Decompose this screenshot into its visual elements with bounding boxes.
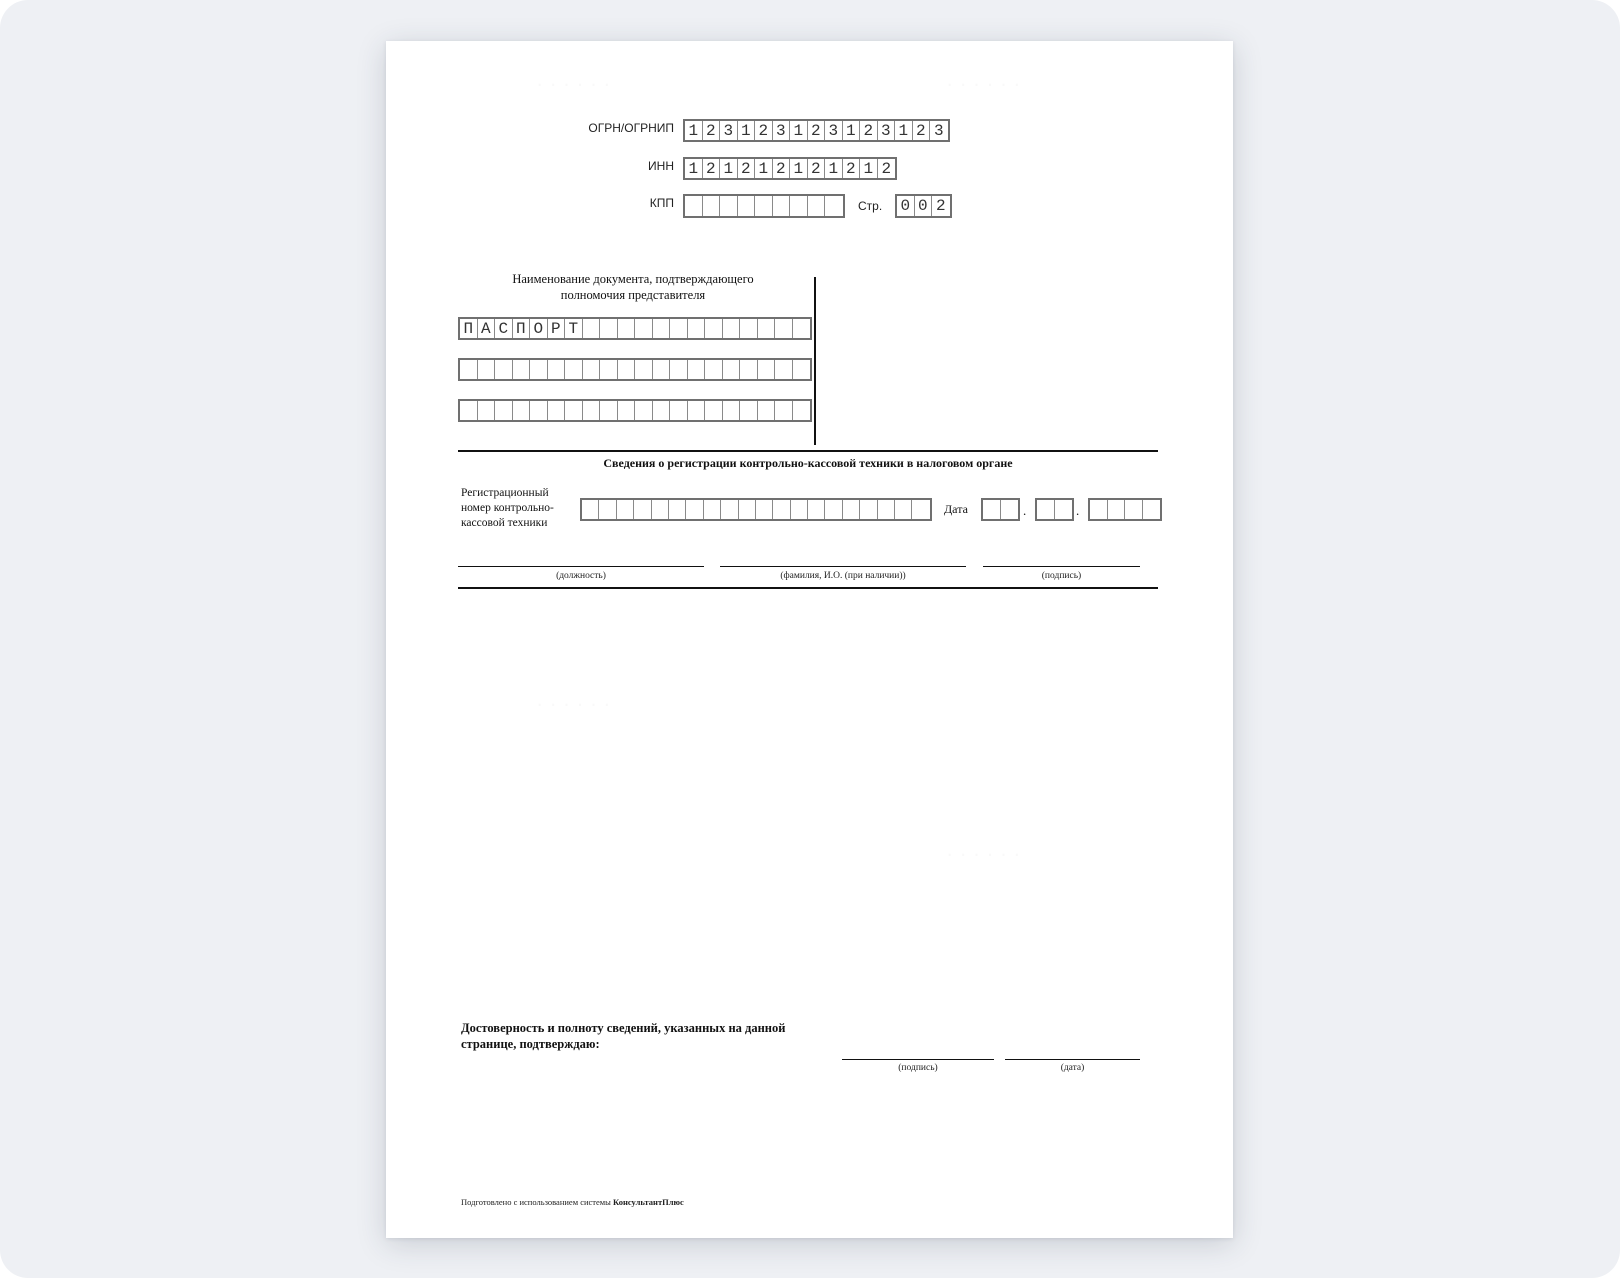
char-cell[interactable] xyxy=(723,401,741,420)
char-cell[interactable]: 1 xyxy=(755,159,773,178)
char-cell[interactable]: 1 xyxy=(790,159,808,178)
confirmation-text xyxy=(461,1021,785,1052)
char-cell[interactable] xyxy=(758,360,776,379)
char-cell[interactable] xyxy=(548,401,566,420)
char-cell[interactable] xyxy=(704,500,721,519)
char-cell[interactable] xyxy=(583,319,601,338)
char-cell[interactable] xyxy=(775,319,793,338)
char-cell[interactable] xyxy=(912,500,929,519)
char-cell[interactable]: Р xyxy=(548,319,566,338)
date-month-cells[interactable] xyxy=(1035,498,1074,521)
ogrn-label: ОГРН/ОГРНИП xyxy=(588,121,674,135)
char-cell[interactable] xyxy=(983,500,1001,519)
char-cell[interactable] xyxy=(793,401,811,420)
name-line[interactable] xyxy=(720,566,966,567)
char-cell[interactable]: 1 xyxy=(738,121,756,140)
representative-doc-line2[interactable] xyxy=(458,358,812,381)
char-cell[interactable] xyxy=(495,401,513,420)
watermark xyxy=(536,71,611,97)
char-cell[interactable] xyxy=(530,360,548,379)
char-cell[interactable]: 2 xyxy=(703,121,721,140)
char-cell[interactable]: 2 xyxy=(773,159,791,178)
char-cell[interactable] xyxy=(530,401,548,420)
char-cell[interactable] xyxy=(843,500,860,519)
char-cell[interactable] xyxy=(773,500,790,519)
confirm-caption-signature: (подпись) xyxy=(898,1063,938,1073)
char-cell[interactable]: Т xyxy=(565,319,583,338)
caption-name: (фамилия, И.О. (при наличии)) xyxy=(780,571,906,581)
char-cell[interactable]: 1 xyxy=(825,159,843,178)
char-cell[interactable] xyxy=(758,401,776,420)
inn-cells[interactable] xyxy=(683,157,897,180)
representative-doc-line1[interactable] xyxy=(458,317,812,340)
reg-label-line3: кассовой техники xyxy=(461,516,548,529)
char-cell[interactable] xyxy=(738,196,756,216)
representative-title-line1: Наименование документа, подтверждающего xyxy=(512,272,754,286)
char-cell[interactable] xyxy=(775,401,793,420)
char-cell[interactable]: 2 xyxy=(881,159,892,178)
date-separator: . xyxy=(1076,503,1080,518)
kpp-label: КПП xyxy=(649,196,674,210)
char-cell[interactable] xyxy=(1108,500,1126,519)
char-cell[interactable]: 2 xyxy=(935,197,946,215)
kkt-section-title: Сведения о регистрации контрольно-кассовой техники в налоговом органе xyxy=(603,456,1013,470)
char-cell[interactable] xyxy=(1125,500,1143,519)
char-cell[interactable] xyxy=(670,401,688,420)
confirm-line2: странице, подтверждаю: xyxy=(461,1036,600,1051)
char-cell[interactable] xyxy=(1143,500,1161,519)
char-cell[interactable]: 2 xyxy=(755,121,773,140)
watermark xyxy=(536,691,611,717)
reg-label-line2: номер контрольно- xyxy=(461,501,554,514)
date-day-cells[interactable] xyxy=(981,498,1020,521)
char-cell[interactable] xyxy=(860,500,877,519)
char-cell[interactable] xyxy=(653,319,671,338)
char-cell[interactable] xyxy=(653,401,671,420)
char-cell[interactable] xyxy=(721,500,738,519)
char-cell[interactable] xyxy=(758,319,776,338)
char-cell[interactable] xyxy=(618,360,636,379)
char-cell[interactable]: 1 xyxy=(843,121,861,140)
char-cell[interactable] xyxy=(1055,500,1073,519)
char-cell[interactable]: 1 xyxy=(790,121,808,140)
char-cell[interactable] xyxy=(740,319,758,338)
confirm-caption-date: (дата) xyxy=(1060,1063,1085,1073)
char-cell[interactable] xyxy=(652,500,669,519)
watermark xyxy=(946,71,1021,97)
representative-doc-line3[interactable] xyxy=(458,399,812,422)
char-cell[interactable] xyxy=(618,319,636,338)
representative-doc-title xyxy=(458,271,808,304)
char-cell[interactable]: 1 xyxy=(860,159,878,178)
caption-position: (должность) xyxy=(556,571,606,581)
representative-title-line2: полномочия представителя xyxy=(560,288,706,303)
section-bottom-rule xyxy=(458,587,1158,589)
date-year-cells[interactable] xyxy=(1088,498,1162,521)
char-cell[interactable] xyxy=(793,360,811,379)
char-cell[interactable] xyxy=(635,401,653,420)
char-cell[interactable] xyxy=(669,500,686,519)
char-cell[interactable]: 3 xyxy=(878,121,896,140)
confirm-date-line[interactable] xyxy=(1005,1059,1140,1060)
char-cell[interactable] xyxy=(720,196,738,216)
char-cell[interactable] xyxy=(1090,500,1108,519)
char-cell[interactable] xyxy=(705,319,723,338)
char-cell[interactable] xyxy=(825,196,843,216)
char-cell[interactable]: О xyxy=(530,319,548,338)
char-cell[interactable]: 1 xyxy=(685,159,703,178)
char-cell[interactable] xyxy=(460,360,478,379)
char-cell[interactable] xyxy=(513,401,531,420)
date-separator: . xyxy=(1023,503,1027,518)
char-cell[interactable] xyxy=(1037,500,1055,519)
reg-number-cells[interactable] xyxy=(580,498,932,521)
char-cell[interactable] xyxy=(756,500,773,519)
ogrn-cells[interactable] xyxy=(683,119,950,142)
char-cell[interactable]: 1 xyxy=(685,121,703,140)
date-label: Дата xyxy=(944,502,968,516)
char-cell[interactable] xyxy=(755,196,773,216)
char-cell[interactable]: 1 xyxy=(895,121,913,140)
char-cell[interactable] xyxy=(688,401,706,420)
char-cell[interactable] xyxy=(791,500,808,519)
char-cell[interactable] xyxy=(703,196,721,216)
char-cell[interactable] xyxy=(582,500,599,519)
char-cell[interactable]: П xyxy=(460,319,478,338)
char-cell[interactable] xyxy=(599,500,616,519)
char-cell[interactable] xyxy=(670,360,688,379)
char-cell[interactable] xyxy=(808,196,826,216)
char-cell[interactable] xyxy=(460,401,478,420)
kpp-cells[interactable] xyxy=(683,194,845,218)
char-cell[interactable] xyxy=(740,360,758,379)
confirm-line1: Достоверность и полноту сведений, указанных на данной xyxy=(461,1021,786,1035)
char-cell[interactable] xyxy=(790,196,808,216)
char-cell[interactable] xyxy=(878,500,895,519)
char-cell[interactable] xyxy=(775,360,793,379)
document-page xyxy=(386,41,1233,1238)
page-number-cells[interactable] xyxy=(895,194,952,218)
char-cell[interactable] xyxy=(825,500,842,519)
char-cell[interactable] xyxy=(478,360,496,379)
signature-line[interactable] xyxy=(983,566,1140,567)
char-cell[interactable] xyxy=(635,360,653,379)
char-cell[interactable] xyxy=(634,500,651,519)
char-cell[interactable] xyxy=(723,360,741,379)
char-cell[interactable]: 1 xyxy=(720,159,738,178)
char-cell[interactable]: А xyxy=(478,319,496,338)
char-cell[interactable] xyxy=(705,360,723,379)
confirm-signature-line[interactable] xyxy=(842,1059,994,1060)
char-cell[interactable] xyxy=(793,319,811,338)
char-cell[interactable] xyxy=(478,401,496,420)
char-cell[interactable] xyxy=(600,360,618,379)
section-top-rule xyxy=(458,450,1158,452)
page-label: Стр. xyxy=(858,199,883,213)
position-line[interactable] xyxy=(458,566,704,567)
reg-label-line1: Регистрационный xyxy=(461,487,549,499)
reg-number-label xyxy=(461,486,554,531)
char-cell[interactable] xyxy=(685,196,703,216)
char-cell[interactable]: 3 xyxy=(825,121,843,140)
char-cell[interactable] xyxy=(1001,500,1019,519)
char-cell[interactable] xyxy=(565,401,583,420)
vertical-divider xyxy=(814,277,816,445)
char-cell[interactable]: 2 xyxy=(860,121,878,140)
char-cell[interactable] xyxy=(688,360,706,379)
caption-signature: (подпись) xyxy=(1041,571,1082,581)
char-cell[interactable]: 2 xyxy=(808,159,826,178)
char-cell[interactable] xyxy=(600,319,618,338)
char-cell[interactable] xyxy=(723,319,741,338)
char-cell[interactable] xyxy=(773,196,791,216)
char-cell[interactable] xyxy=(513,360,531,379)
char-cell[interactable]: 3 xyxy=(933,121,944,140)
char-cell[interactable] xyxy=(808,500,825,519)
char-cell[interactable] xyxy=(548,360,566,379)
footer-prefix: Подготовлено с использованием системы xyxy=(461,1197,613,1207)
char-cell[interactable] xyxy=(635,319,653,338)
char-cell[interactable] xyxy=(670,319,688,338)
char-cell[interactable]: 2 xyxy=(843,159,861,178)
inn-label: ИНН xyxy=(648,159,674,173)
char-cell[interactable]: 2 xyxy=(703,159,721,178)
char-cell[interactable]: 0 xyxy=(915,196,933,216)
char-cell[interactable] xyxy=(583,401,601,420)
footer-brand: КонсультантПлюс xyxy=(613,1197,684,1207)
char-cell[interactable] xyxy=(565,360,583,379)
footer-note xyxy=(461,1197,684,1207)
char-cell[interactable] xyxy=(653,360,671,379)
char-cell[interactable] xyxy=(495,360,513,379)
char-cell[interactable] xyxy=(895,500,912,519)
char-cell[interactable]: 3 xyxy=(720,121,738,140)
char-cell[interactable] xyxy=(617,500,634,519)
char-cell[interactable] xyxy=(583,360,601,379)
char-cell[interactable]: 0 xyxy=(897,196,915,216)
char-cell[interactable] xyxy=(739,500,756,519)
char-cell[interactable]: С xyxy=(495,319,513,338)
char-cell[interactable] xyxy=(688,319,706,338)
char-cell[interactable]: 2 xyxy=(738,159,756,178)
char-cell[interactable] xyxy=(740,401,758,420)
char-cell[interactable]: 2 xyxy=(808,121,826,140)
char-cell[interactable] xyxy=(686,500,703,519)
char-cell[interactable]: П xyxy=(513,319,531,338)
char-cell[interactable]: 3 xyxy=(773,121,791,140)
char-cell[interactable] xyxy=(600,401,618,420)
char-cell[interactable]: 2 xyxy=(913,121,931,140)
char-cell[interactable] xyxy=(705,401,723,420)
watermark xyxy=(946,841,1021,867)
char-cell[interactable] xyxy=(618,401,636,420)
